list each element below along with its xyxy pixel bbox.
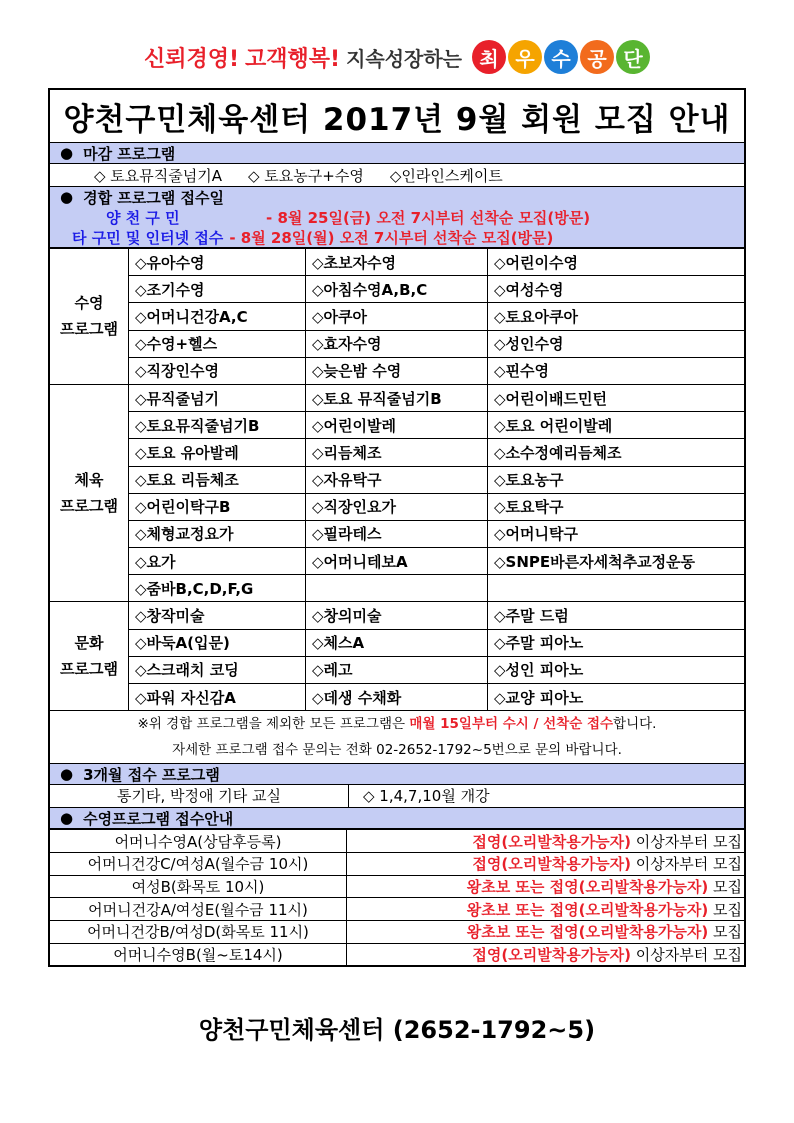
program-item: ◇뮤직줄넘기 <box>129 384 306 411</box>
program-item: ◇데생 수채화 <box>306 684 488 711</box>
swim-class-name: 어머니건강B/여성D(화목토 11시) <box>50 920 347 943</box>
page-title: 양천구민체육센터 2017년 9월 회원 모집 안내 <box>50 90 744 143</box>
program-item: ◇자유탁구 <box>306 466 488 493</box>
program-item: ◇아쿠아 <box>306 303 488 330</box>
program-item: ◇토요농구 <box>488 466 745 493</box>
swim-requirement <box>347 875 745 898</box>
program-item: ◇조기수영 <box>129 276 306 303</box>
notice-text <box>50 711 744 764</box>
notice-line1-post: 합니다. <box>613 716 657 733</box>
bullet-icon: ● <box>60 144 74 162</box>
swim-info-row <box>50 943 744 965</box>
program-item: ◇창작미술 <box>129 602 306 629</box>
program-item: ◇아침수영A,B,C <box>306 276 488 303</box>
swim-class-name: 여성B(화목토 10시) <box>50 875 347 898</box>
program-item: ◇창의미술 <box>306 602 488 629</box>
program-row <box>50 276 744 303</box>
swim-info-heading-text: 수영프로그램 접수안내 <box>83 809 234 828</box>
program-row <box>50 520 744 547</box>
program-row <box>50 575 744 602</box>
program-category-label: 프로그램 <box>60 660 118 679</box>
program-row <box>50 656 744 683</box>
swim-requirement-suffix: 이상자부터 모집 <box>631 832 742 851</box>
slogan-part1: 신뢰경영! <box>143 46 240 72</box>
swim-class-name: 어머니수영A(상담후등록) <box>50 830 347 853</box>
program-category <box>50 602 129 711</box>
program-item: ◇여성수영 <box>488 276 745 303</box>
program-row <box>50 548 744 575</box>
footer-contact: 양천구민체육센터 (2652-1792~5) <box>198 1016 596 1044</box>
program-item: ◇직장인요가 <box>306 493 488 520</box>
bullet-icon: ● <box>60 809 74 828</box>
bullet-icon: ● <box>60 188 74 206</box>
logo-letter: 수 <box>544 40 578 74</box>
program-item: ◇어린이수영 <box>488 249 745 276</box>
swim-requirement-level: 왕초보 또는 접영(오리발착용가능자) <box>466 900 709 919</box>
program-item <box>306 575 488 602</box>
program-category-label: 수영 <box>74 294 104 313</box>
swim-requirement <box>347 920 745 943</box>
swim-requirement <box>347 898 745 921</box>
logo-letter: 공 <box>580 40 614 74</box>
program-item: ◇어머니탁구 <box>488 520 745 547</box>
program-item: ◇바둑A(입문) <box>129 629 306 656</box>
program-item: ◇효자수영 <box>306 330 488 357</box>
program-item: ◇초보자수영 <box>306 249 488 276</box>
three-month-heading-text: 3개월 접수 프로그램 <box>83 765 220 784</box>
program-item: ◇성인 피아노 <box>488 656 745 683</box>
program-category <box>50 384 129 602</box>
swim-requirement-level: 접영(오리발착용가능자) <box>472 945 632 964</box>
joint-others-date: - 8월 28일(월) 오전 7시부터 선착순 모집(방문) <box>229 228 554 247</box>
swim-info-row <box>50 875 744 898</box>
closing-item: ◇인라인스케이트 <box>389 166 503 185</box>
program-item: ◇리듬체조 <box>306 439 488 466</box>
program-item: ◇어린이배드민턴 <box>488 384 745 411</box>
program-row <box>50 629 744 656</box>
program-row <box>50 439 744 466</box>
program-item: ◇직장인수영 <box>129 357 306 384</box>
slogan-part3: 지속성장하는 <box>346 46 462 71</box>
swim-requirement <box>347 852 745 875</box>
program-row <box>50 684 744 711</box>
program-item: ◇토요뮤직줄넘기B <box>129 412 306 439</box>
program-item: ◇수영+헬스 <box>129 330 306 357</box>
program-item: ◇필라테스 <box>306 520 488 547</box>
program-row <box>50 357 744 384</box>
closing-heading <box>50 143 744 164</box>
program-item: ◇성인수영 <box>488 330 745 357</box>
joint-heading: 경합 프로그램 접수일 <box>83 188 224 207</box>
swim-requirement <box>347 830 745 853</box>
three-month-row <box>50 785 744 808</box>
program-row <box>50 493 744 520</box>
program-table <box>50 248 744 711</box>
program-item: ◇토요탁구 <box>488 493 745 520</box>
program-item: ◇유아수영 <box>129 249 306 276</box>
swim-info-row <box>50 852 744 875</box>
swim-class-name: 어머니수영B(월~토14시) <box>50 943 347 965</box>
swim-requirement <box>347 943 745 965</box>
program-item <box>488 575 745 602</box>
swim-requirement-level: 왕초보 또는 접영(오리발착용가능자) <box>466 877 709 896</box>
program-row <box>50 249 744 276</box>
program-item: ◇레고 <box>306 656 488 683</box>
program-category-label: 문화 <box>74 634 104 653</box>
closing-items <box>50 164 744 187</box>
program-category <box>50 249 129 385</box>
program-row <box>50 602 744 629</box>
joint-section <box>50 187 744 248</box>
notice-line1-highlight: 매월 15일부터 수시 / 선착순 접수 <box>409 716 614 733</box>
notice-frame <box>48 88 746 967</box>
swim-info-row <box>50 830 744 853</box>
program-row <box>50 330 744 357</box>
program-row <box>50 303 744 330</box>
swim-requirement-suffix: 이상자부터 모집 <box>631 855 742 874</box>
slogan-part2: 고객행복! <box>245 46 341 72</box>
closing-heading-text: 마감 프로그램 <box>83 144 176 163</box>
program-item: ◇줌바B,C,D,F,G <box>129 575 306 602</box>
program-category-label: 체육 <box>74 471 104 490</box>
program-category-label: 프로그램 <box>60 320 118 339</box>
three-month-schedule: ◇ 1,4,7,10월 개강 <box>363 787 490 806</box>
program-item: ◇소수정예리듬체조 <box>488 439 745 466</box>
program-item: ◇토요 어린이발레 <box>488 412 745 439</box>
program-row <box>50 466 744 493</box>
program-item: ◇교양 피아노 <box>488 684 745 711</box>
program-item: ◇어린이탁구B <box>129 493 306 520</box>
program-item: ◇스크래치 코딩 <box>129 656 306 683</box>
notice-line1-pre: ※위 경합 프로그램을 제외한 모든 프로그램은 <box>137 716 410 733</box>
logo-letter: 단 <box>616 40 650 74</box>
swim-requirement-level: 접영(오리발착용가능자) <box>472 832 632 851</box>
logo-letter: 우 <box>508 40 542 74</box>
program-item: ◇늦은밤 수영 <box>306 357 488 384</box>
program-item: ◇어린이발레 <box>306 412 488 439</box>
joint-residents-date: - 8월 25일(금) 오전 7시부터 선착순 모집(방문) <box>266 208 591 227</box>
swim-info-heading <box>50 808 744 829</box>
notice-line2: 자세한 프로그램 접수 문의는 전화 02-2652-1792~5번으로 문의 바랍니다. <box>172 742 622 759</box>
swim-requirement-suffix: 모집 <box>708 923 742 942</box>
program-item: ◇어머니테보A <box>306 548 488 575</box>
closing-item: ◇ 토요농구+수영 <box>248 166 364 185</box>
slogan-banner <box>0 36 794 78</box>
swim-requirement-suffix: 이상자부터 모집 <box>631 945 742 964</box>
swim-requirement-level: 접영(오리발착용가능자) <box>472 855 632 874</box>
three-month-program: 통기타, 박정애 기타 교실 <box>50 785 349 807</box>
swim-info-row <box>50 920 744 943</box>
bullet-icon: ● <box>60 765 74 784</box>
joint-others: 타 구민 및 인터넷 접수 <box>72 228 224 247</box>
program-item: ◇주말 드럼 <box>488 602 745 629</box>
program-item: ◇핀수영 <box>488 357 745 384</box>
program-item: ◇주말 피아노 <box>488 629 745 656</box>
swim-class-name: 어머니건강C/여성A(월수금 10시) <box>50 852 347 875</box>
three-month-heading <box>50 764 744 785</box>
logo-letter: 최 <box>472 40 506 74</box>
program-item: ◇토요 리듬체조 <box>129 466 306 493</box>
program-item: ◇토요 뮤직줄넘기B <box>306 384 488 411</box>
swim-requirement-suffix: 모집 <box>708 900 742 919</box>
swim-class-name: 어머니건강A/여성E(월수금 11시) <box>50 898 347 921</box>
swim-info-table <box>50 829 744 965</box>
program-row <box>50 412 744 439</box>
program-row <box>50 384 744 411</box>
program-item: ◇요가 <box>129 548 306 575</box>
swim-requirement-level: 왕초보 또는 접영(오리발착용가능자) <box>466 923 709 942</box>
brand-logo <box>472 40 650 74</box>
program-item: ◇어머니건강A,C <box>129 303 306 330</box>
closing-item: ◇ 토요뮤직줄넘기A <box>94 166 222 185</box>
program-item: ◇토요아쿠아 <box>488 303 745 330</box>
program-item: ◇체형교정요가 <box>129 520 306 547</box>
joint-residents: 양 천 구 민 <box>106 208 180 227</box>
program-item: ◇파워 자신감A <box>129 684 306 711</box>
program-item: ◇체스A <box>306 629 488 656</box>
program-category-label: 프로그램 <box>60 497 118 516</box>
program-item: ◇SNPE바른자세척추교정운동 <box>488 548 745 575</box>
swim-info-row <box>50 898 744 921</box>
program-item: ◇토요 유아발레 <box>129 439 306 466</box>
swim-requirement-suffix: 모집 <box>708 877 742 896</box>
